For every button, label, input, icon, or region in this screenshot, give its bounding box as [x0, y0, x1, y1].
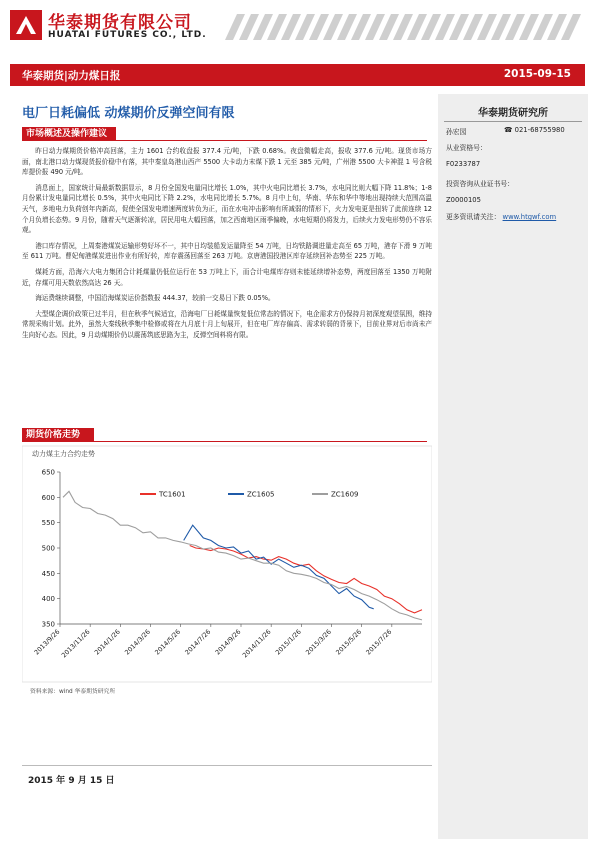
- report-date: 2015-09-15: [503, 68, 571, 80]
- x-tick-label: 2014/5/26: [153, 627, 183, 657]
- sidebar-title: 华泰期货研究所: [478, 108, 548, 119]
- advisory-number: Z0000105: [446, 196, 481, 204]
- paragraph: 昨日动力煤期货价格冲高回落，主力 1601 合约收盘报 377.4 元/吨，下跌 0.68%。夜盘微幅走高，报收 377.6 元/吨。现货市场方面，南北港口动力煤现货报价稳中有落，其中秦皇岛港山西产 5500 大卡动力末煤下跌 1 元至 385 元/吨，广州港 5500 大卡神混 1 号含税库提价报 490 元/吨。: [22, 147, 432, 177]
- qualification-label: 从业资格号：: [446, 144, 487, 152]
- futures-chart: [22, 444, 432, 684]
- sidebar-divider: [444, 121, 582, 122]
- paragraph: 大型煤企调价政策已过半月，但在秋季气候适宜，沿海电厂日耗煤量恢复低位常态的情况下，电企需求方仍保持月初深度观望氛围，维持常规采购计划。此外，虽然大秦线秋季集中检修或将在九月底十月上旬展开，但在电厂库存偏高、需求转弱的背景下，目前业界对后市尚未产生向好心态。因此，9 月动煤期价仍以震荡筑底思路为主，反弹空间料将有限。: [22, 309, 432, 339]
- qualification-number: F0233787: [446, 160, 481, 168]
- website-link[interactable]: www.htgwf.com: [502, 213, 557, 221]
- chart-svg: [22, 444, 432, 684]
- x-tick-label: 2013/11/26: [59, 627, 92, 660]
- page-title: 电厂日耗偏低 动煤期价反弹空间有限: [22, 106, 235, 121]
- x-tick-label: 2015/7/26: [364, 627, 394, 657]
- paragraph: 港口库存情况，上周秦港煤炭运输形势好坏不一，其中日均装船发运量降至 54 万吨，日均铁路调进量走高至 65 万吨，港存下滑 9 万吨至 611 万吨。曹妃甸港煤炭进出作业有所好转，库存震荡回落至 263 万吨。京唐港国投港区库存延续回补态势至 225 万吨。: [22, 241, 432, 261]
- header-decoration: [225, 14, 585, 40]
- y-tick-label: 500: [41, 544, 55, 553]
- y-tick-label: 400: [41, 595, 55, 604]
- huatai-logo-icon: [10, 10, 42, 40]
- paragraph: 煤耗方面，沿海六大电力集团合计耗煤量仍低位运行在 53 万吨上下，而合计电煤库存则未能延续增补态势，两度回落至 1350 万吨附近，存煤可用天数依然高达 26 天。: [22, 267, 432, 287]
- legend-label: TC1601: [159, 490, 186, 499]
- advisory-label: 投资咨询从业证书号：: [446, 180, 514, 188]
- series-line-zc1605: [184, 525, 374, 609]
- series-line-tc1601: [190, 546, 422, 613]
- company-name-en: HUATAI FUTURES CO., LTD.: [48, 30, 207, 40]
- legend-label: ZC1605: [247, 490, 275, 499]
- paragraph: 海运费继续调整，中国沿海煤炭运价指数报 444.37，较前一交易日下跌 0.05%。: [35, 294, 275, 303]
- x-tick-label: 2014/1/26: [92, 627, 122, 657]
- report-title: 华泰期货|动力煤日报: [22, 70, 121, 82]
- y-tick-label: 650: [41, 468, 55, 477]
- x-tick-label: 2014/9/26: [213, 627, 243, 657]
- x-tick-label: 2015/1/26: [273, 627, 303, 657]
- x-tick-label: 2015/3/26: [304, 627, 333, 657]
- legend-label: ZC1609: [331, 490, 359, 499]
- phone-icon: ☎: [504, 126, 513, 134]
- paragraph: 消息面上，国家统计局最新数据显示，8 月份全国发电量同比增长 1.0%，其中火电同比增长 3.7%，水电同比则大幅下降 11.8%；1-8 月份累计发电量同比增长 0.5%，其中火电同比下降 2.2%，水电同比增长 5.7%。8 月中上旬，华南、华东和华中等地出现持续大范围高温天气，多地电力负荷创年内新高，促使全国发电增速两度转负为正，而在水电冲击影响有所减弱的情形下，火力发电更是扭转了此前连续 12 个月负增长态势。9 月份，随着天气逐渐转凉，居民用电大幅回落，加之西南地区雨季偏晚，水电短期仍将发力，后续火力发电形势仍不容乐观。: [22, 183, 432, 235]
- report-title-bar: [10, 64, 585, 86]
- x-tick-label: 2015/5/26: [334, 627, 364, 657]
- phone-row: [504, 126, 565, 134]
- x-tick-label: 2014/3/26: [123, 627, 152, 657]
- overview-body: [22, 146, 432, 346]
- company-name-cn: 华泰期货有限公司: [48, 13, 192, 33]
- more-info-label: 更多资讯请关注：: [446, 213, 501, 221]
- more-info-row: [446, 211, 556, 221]
- y-tick-label: 600: [41, 493, 55, 502]
- section-divider: [22, 441, 427, 442]
- chart-title: 动力煤主力合约走势: [32, 450, 95, 458]
- analyst-name: 孙宏园: [446, 128, 467, 136]
- x-tick-label: 2013/9/26: [32, 627, 62, 657]
- x-tick-label: 2014/7/26: [183, 627, 213, 657]
- section-heading-overview: 市场概述及操作建议: [22, 127, 116, 141]
- series-line-zc1609: [63, 491, 422, 620]
- company-logo: [10, 8, 220, 44]
- phone-number: 021-68755980: [514, 126, 565, 134]
- footer-date: 2015 年 9 月 15 日: [28, 776, 115, 786]
- y-tick-label: 350: [41, 620, 55, 629]
- footer-divider: [22, 765, 432, 766]
- y-tick-label: 550: [41, 519, 55, 528]
- chart-source: 资料来源：wind 华泰期货研究所: [30, 689, 116, 695]
- section-divider: [22, 140, 427, 141]
- x-tick-label: 2014/11/26: [240, 627, 273, 660]
- section-heading-futures: 期货价格走势: [22, 428, 94, 442]
- y-tick-label: 450: [41, 569, 55, 578]
- sidebar: [438, 94, 588, 839]
